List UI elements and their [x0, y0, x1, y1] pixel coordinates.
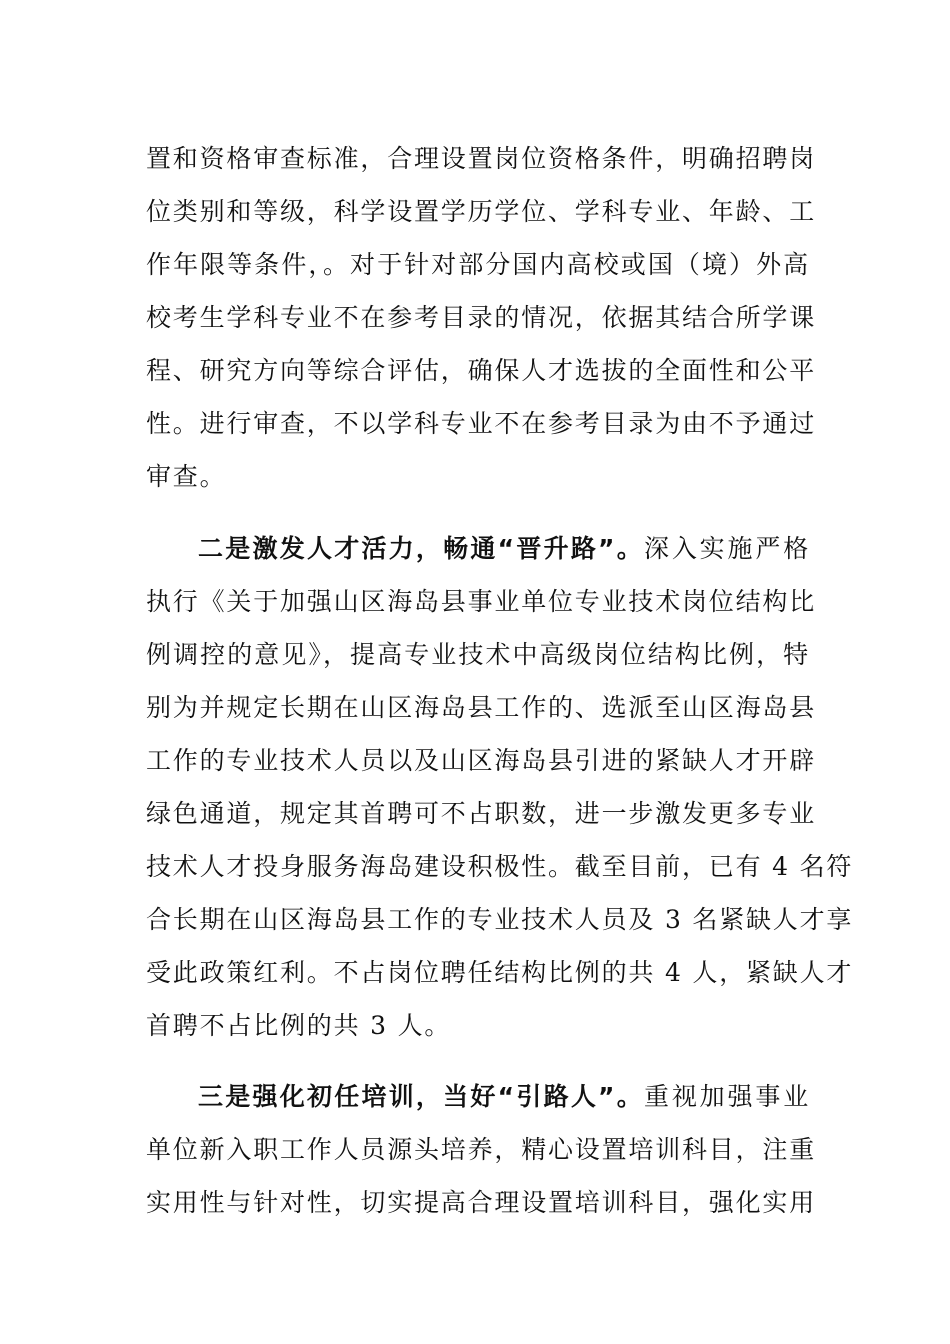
text-line: 位类别和等级，科学设置学历学位、学科专业、年龄、工 [146, 197, 817, 226]
text-line: 审查。 [146, 462, 227, 491]
text-line: 合长期在山区海岛县工作的专业技术人员及 3 名紧缺人才享 [146, 905, 854, 934]
paragraph-qualification-review [146, 132, 817, 503]
text-line: 程、研究方向等综合评估，确保人才选拔的全面性和公平 [146, 356, 817, 385]
first-line [146, 522, 810, 575]
text-line: 执行《关于加强山区海岛县事业单位专业技术岗位结构比 [146, 587, 817, 616]
text-line: 性。进行审查，不以学科专业不在参考目录为由不予通过 [146, 409, 817, 438]
text-line: 作年限等条件，。对于针对部分国内高校或国（境）外高 [146, 250, 810, 279]
text-line: 置和资格审查标准，合理设置岗位资格条件，明确招聘岗 [146, 144, 817, 173]
section-heading: 三是强化初任培训，当好“引路人”。 [198, 1082, 644, 1111]
text-line: 单位新入职工作人员源头培养，精心设置培训科目，注重 [146, 1135, 817, 1164]
text-line: 绿色通道，规定其首聘可不占职数，进一步激发更多专业 [146, 799, 817, 828]
text-line: 工作的专业技术人员以及山区海岛县引进的紧缺人才开辟 [146, 746, 817, 775]
text-line: 受此政策红利。不占岗位聘任结构比例的共 4 人，紧缺人才 [146, 958, 854, 987]
section-heading: 二是激发人才活力，畅通“晋升路”。 [198, 534, 644, 563]
paragraph-promotion-path [146, 522, 854, 1052]
first-line-text: 深入实施严格 [643, 534, 810, 563]
first-line-text: 重视加强事业 [643, 1082, 810, 1111]
text-line: 实用性与针对性，切实提高合理设置培训科目，强化实用 [146, 1188, 817, 1217]
paragraph-initial-training [146, 1070, 817, 1229]
text-line: 校考生学科专业不在参考目录的情况，依据其结合所学课 [146, 303, 817, 332]
text-line: 首聘不占比例的共 3 人。 [146, 1011, 452, 1040]
first-line [146, 1070, 810, 1123]
text-line: 例调控的意见》，提高专业技术中高级岗位结构比例，特 [146, 640, 810, 669]
text-line: 技术人才投身服务海岛建设积极性。截至目前，已有 4 名符 [146, 852, 854, 881]
text-line: 别为并规定长期在山区海岛县工作的、选派至山区海岛县 [146, 693, 817, 722]
